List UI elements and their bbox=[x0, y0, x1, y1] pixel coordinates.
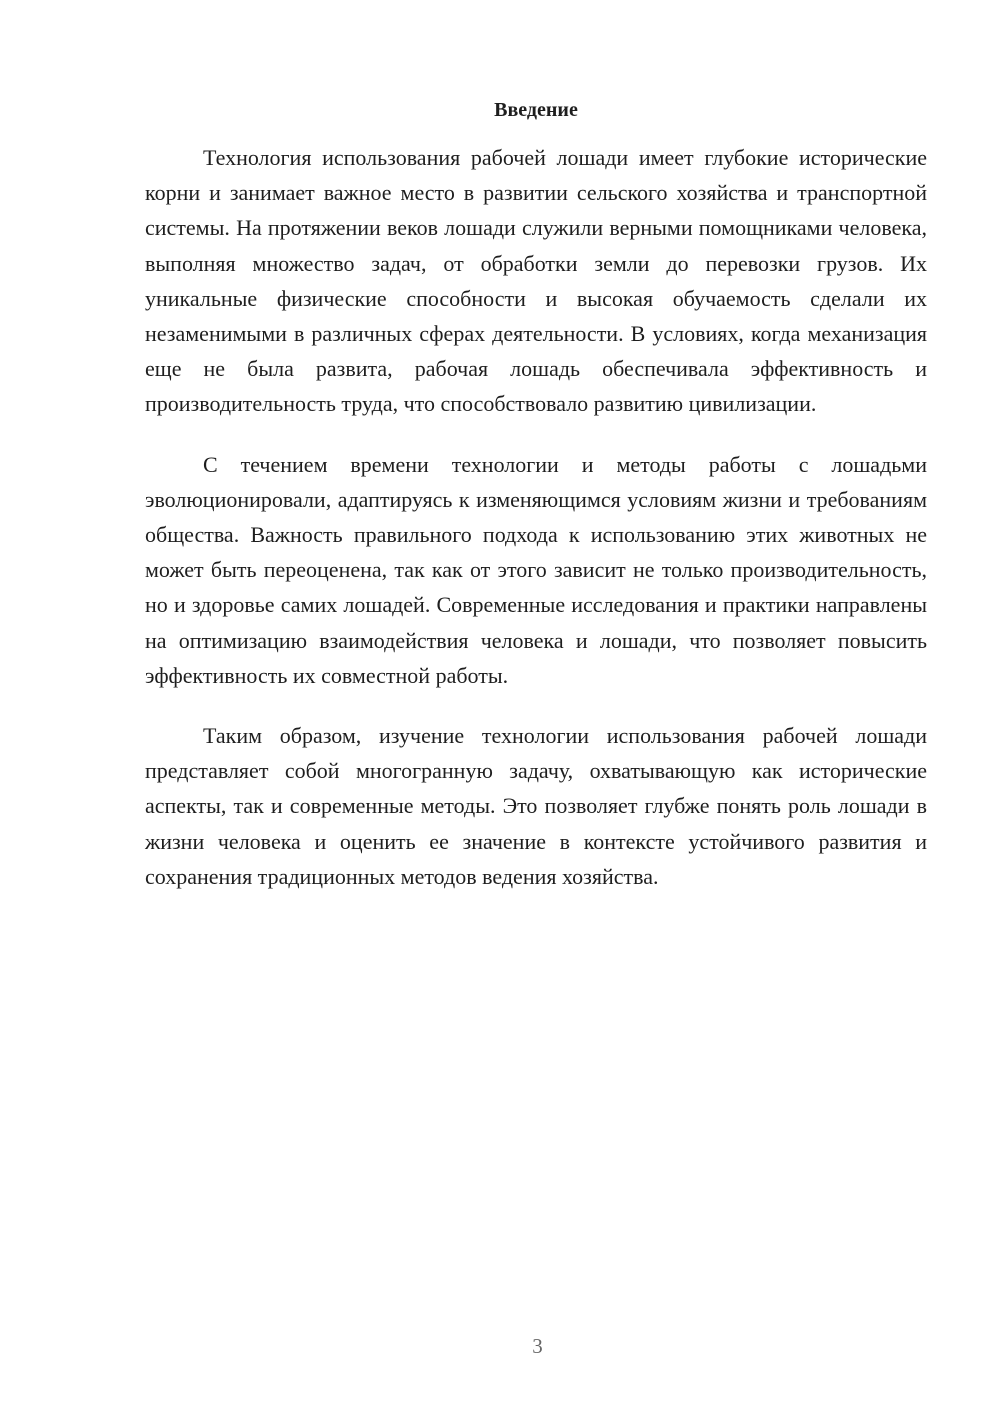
section-title: Введение bbox=[494, 99, 578, 121]
page-content bbox=[145, 92, 927, 919]
paragraph-2: С течением времени технологии и методы работы с лошадьми эволюционировали, адаптируясь к изменяющимся условиям жизни и требованиям общества. Важность правильного подхода к использованию этих животных не может быть переоценена, так как от этого зависит не только производительность, но и здоровье самих лошадей. Современные исследования и практики направлены на оптимизацию взаимодействия человека и лошади, что позволяет повысить эффективность их совместной работы. bbox=[145, 451, 927, 688]
paragraph-1: Технология использования рабочей лошади имеет глубокие исторические корни и занимает важное место в развитии сельского хозяйства и транспортной системы. На протяжении веков лошади служили верными помощниками человека, выполняя множество задач, от обработки земли до перевозки грузов. Их уникальные физические способности и высокая обучаемость сделали их незаменимыми в различных сферах деятельности. В условиях, когда механизация еще не была развита, рабочая лошадь обеспечивала эффективность и производительность труда, что способствовало развитию цивилизации. bbox=[145, 145, 927, 417]
page-number: 3 bbox=[532, 1334, 543, 1358]
paragraph-3: Таким образом, изучение технологии использования рабочей лошади представляет собой многогранную задачу, охватывающую как исторические аспекты, так и современные методы. Это позволяет глубже понять роль лошади в жизни человека и оценить ее значение в контексте устойчивого развития и сохранения традиционных методов ведения хозяйства. bbox=[145, 723, 927, 889]
